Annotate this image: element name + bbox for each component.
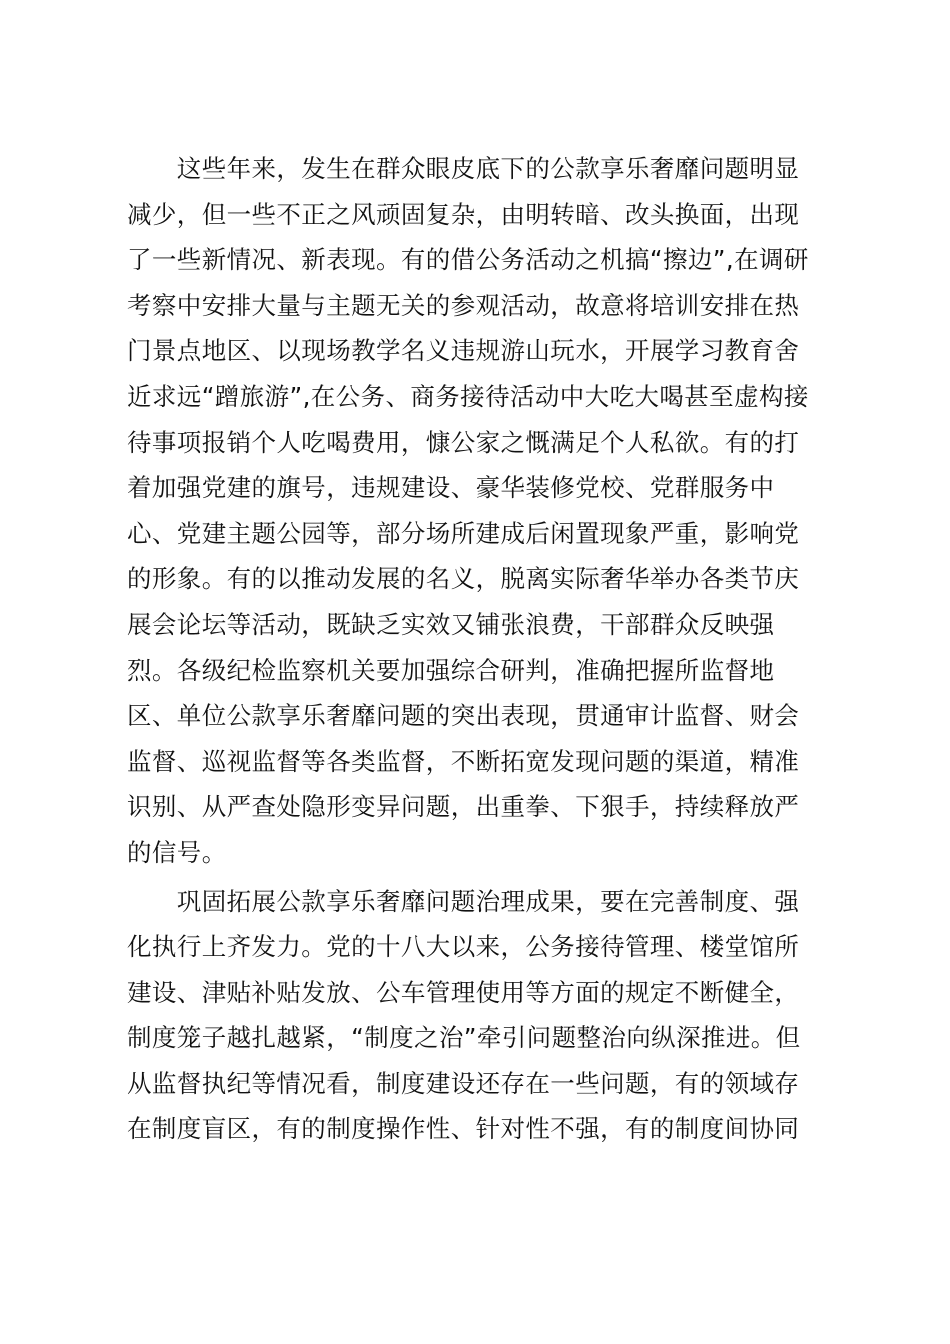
text-line: 减少，但一些不正之风顽固复杂，由明转暗、改头换面，出现 xyxy=(127,199,800,229)
text-line: 巩固拓展公款享乐奢靡问题治理成果，要在完善制度、强 xyxy=(127,886,800,916)
paragraph-2 xyxy=(127,879,827,1153)
text-line: 的信号。 xyxy=(127,837,227,867)
paragraph-1 xyxy=(127,146,827,876)
text-line: 制度笼子越扎越紧，“制度之治”牵引问题整治向纵深推进。但 xyxy=(127,1023,801,1053)
text-line: 门景点地区、以现场教学名义违规游山玩水，开展学习教育舍 xyxy=(127,336,800,366)
text-line: 建设、津贴补贴发放、公车管理使用等方面的规定不断健全， xyxy=(127,977,800,1007)
text-line: 了一些新情况、新表现。有的借公务活动之机搞“擦边”,在调研 xyxy=(127,245,809,275)
text-line: 识别、从严查处隐形变异问题，出重拳、下狠手，持续释放严 xyxy=(127,792,800,822)
text-line: 近求远“蹭旅游”,在公务、商务接待活动中大吃大喝甚至虚构接 xyxy=(127,381,809,411)
text-line: 着加强党建的旗号，违规建设、豪华装修党校、党群服务中 xyxy=(127,473,775,503)
body-text xyxy=(127,146,827,1152)
text-line: 心、党建主题公园等，部分场所建成后闲置现象严重，影响党 xyxy=(127,518,800,548)
text-line: 的形象。有的以推动发展的名义，脱离实际奢华举办各类节庆 xyxy=(127,564,800,594)
text-line: 区、单位公款享乐奢靡问题的突出表现，贯通审计监督、财会 xyxy=(127,701,800,731)
text-line: 监督、巡视监督等各类监督，不断拓宽发现问题的渠道，精准 xyxy=(127,746,800,776)
text-line: 在制度盲区，有的制度操作性、针对性不强，有的制度间协同 xyxy=(127,1114,800,1144)
text-line: 化执行上齐发力。党的十八大以来，公务接待管理、楼堂馆所 xyxy=(127,932,800,962)
text-line: 这些年来，发生在群众眼皮底下的公款享乐奢靡问题明显 xyxy=(127,154,800,183)
text-line: 烈。各级纪检监察机关要加强综合研判，准确把握所监督地 xyxy=(127,655,775,685)
text-line: 考察中安排大量与主题无关的参观活动，故意将培训安排在热 xyxy=(127,290,800,320)
text-line: 从监督执纪等情况看，制度建设还存在一些问题，有的领域存 xyxy=(127,1068,800,1098)
text-line: 展会论坛等活动，既缺乏实效又铺张浪费，干部群众反映强 xyxy=(127,609,775,639)
text-line: 待事项报销个人吃喝费用，慷公家之慨满足个人私欲。有的打 xyxy=(127,427,800,457)
